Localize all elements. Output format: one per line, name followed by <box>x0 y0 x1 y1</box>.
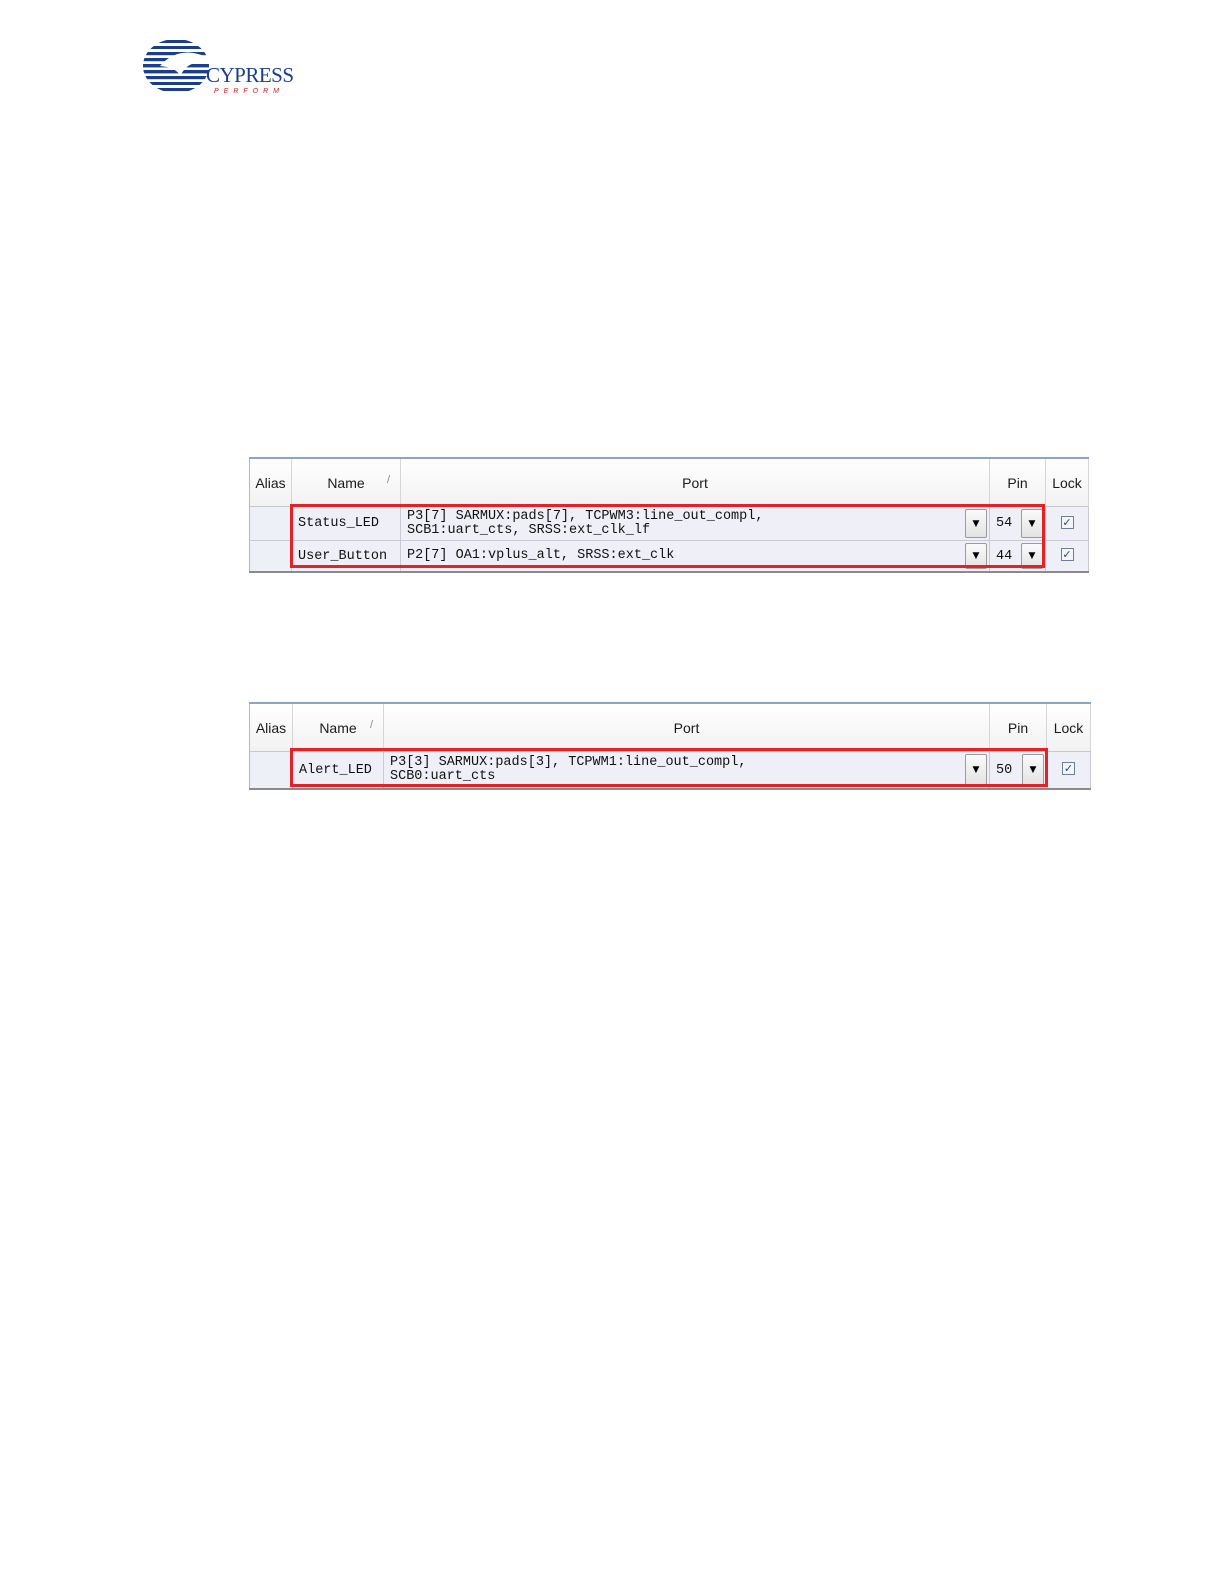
chevron-down-icon: ▼ <box>972 518 980 529</box>
checkbox-checked-icon: ✓ <box>1062 515 1072 529</box>
chevron-down-icon: ▼ <box>972 551 980 561</box>
pin-value: 50 <box>996 762 1013 778</box>
column-header-lock-label: Lock <box>1053 719 1084 736</box>
table-row[interactable] <box>250 507 1089 541</box>
checkbox-checked-icon: ✓ <box>1063 762 1074 776</box>
name-cell[interactable]: User_Button <box>292 541 401 573</box>
table-row[interactable] <box>250 541 1089 573</box>
sort-indicator-icon: / <box>369 719 373 731</box>
lock-checkbox[interactable] <box>1061 548 1074 561</box>
logo-tagline: PERFORM <box>214 88 284 95</box>
pin-select[interactable] <box>990 541 1046 573</box>
table-row[interactable] <box>250 752 1091 790</box>
lock-checkbox[interactable] <box>1062 762 1075 775</box>
column-header-lock-label: Lock <box>1052 474 1082 491</box>
column-header-alias[interactable] <box>250 703 293 752</box>
alias-cell[interactable] <box>250 752 293 790</box>
lock-cell <box>1046 507 1089 541</box>
column-header-lock[interactable] <box>1047 703 1091 752</box>
column-header-port[interactable] <box>401 458 990 507</box>
port-dropdown-button[interactable] <box>965 543 987 569</box>
port-select[interactable] <box>384 752 990 790</box>
column-header-pin[interactable] <box>990 458 1046 507</box>
alias-cell[interactable] <box>250 541 292 573</box>
chevron-down-icon: ▼ <box>1029 765 1037 775</box>
pin-select[interactable] <box>990 752 1047 790</box>
port-value: P2[7] OA1:vplus_alt, SRSS:ext_clk <box>407 548 675 563</box>
pin-value: 44 <box>996 548 1013 564</box>
column-header-port-label: Port <box>673 719 700 736</box>
port-dropdown-button[interactable] <box>965 509 987 538</box>
pin-table-1 <box>249 457 1089 573</box>
lock-cell <box>1046 541 1089 573</box>
column-header-pin[interactable] <box>990 703 1047 752</box>
column-header-port-label: Port <box>682 474 708 491</box>
column-header-name[interactable] <box>293 703 384 752</box>
checkbox-checked-icon: ✓ <box>1062 548 1072 562</box>
port-select[interactable] <box>401 507 990 541</box>
column-header-alias-label: Alias <box>255 474 286 491</box>
column-header-lock[interactable] <box>1046 458 1089 507</box>
name-cell[interactable]: Alert_LED <box>293 752 384 790</box>
alias-cell[interactable] <box>250 507 292 541</box>
table-header-row <box>250 703 1091 752</box>
column-header-name[interactable] <box>292 458 401 507</box>
logo-wordmark: CYPRESS <box>206 63 294 87</box>
port-value: P3[7] SARMUX:pads[7], TCPWM3:line_out_compl, SCB1:uart_cts, SRSS:ext_clk_lf <box>407 508 764 538</box>
port-value: P3[3] SARMUX:pads[3], TCPWM1:line_out_compl, SCB0:uart_cts <box>390 755 747 784</box>
port-select[interactable] <box>401 541 990 573</box>
sort-indicator-icon: / <box>386 474 390 486</box>
table-header-row <box>250 458 1089 507</box>
lock-cell <box>1047 752 1091 790</box>
port-dropdown-button[interactable] <box>965 754 987 786</box>
chevron-down-icon: ▼ <box>1028 551 1036 561</box>
column-header-port[interactable] <box>384 703 990 752</box>
pin-table-2 <box>249 702 1091 790</box>
pin-value: 54 <box>996 516 1013 531</box>
pin-dropdown-button[interactable] <box>1021 543 1043 569</box>
name-cell[interactable]: Status_LED <box>292 507 401 541</box>
column-header-pin-label: Pin <box>1007 474 1028 491</box>
pin-dropdown-button[interactable] <box>1021 509 1043 538</box>
cypress-logo <box>140 36 305 100</box>
chevron-down-icon: ▼ <box>972 765 980 775</box>
column-header-name-label: Name <box>327 474 365 491</box>
column-header-alias-label: Alias <box>255 719 287 736</box>
pin-select[interactable] <box>990 507 1046 541</box>
column-header-pin-label: Pin <box>1007 719 1029 736</box>
chevron-down-icon: ▼ <box>1028 518 1036 529</box>
pin-dropdown-button[interactable] <box>1022 754 1044 786</box>
column-header-alias[interactable] <box>250 458 292 507</box>
column-header-name-label: Name <box>319 719 357 736</box>
lock-checkbox[interactable] <box>1061 516 1074 529</box>
